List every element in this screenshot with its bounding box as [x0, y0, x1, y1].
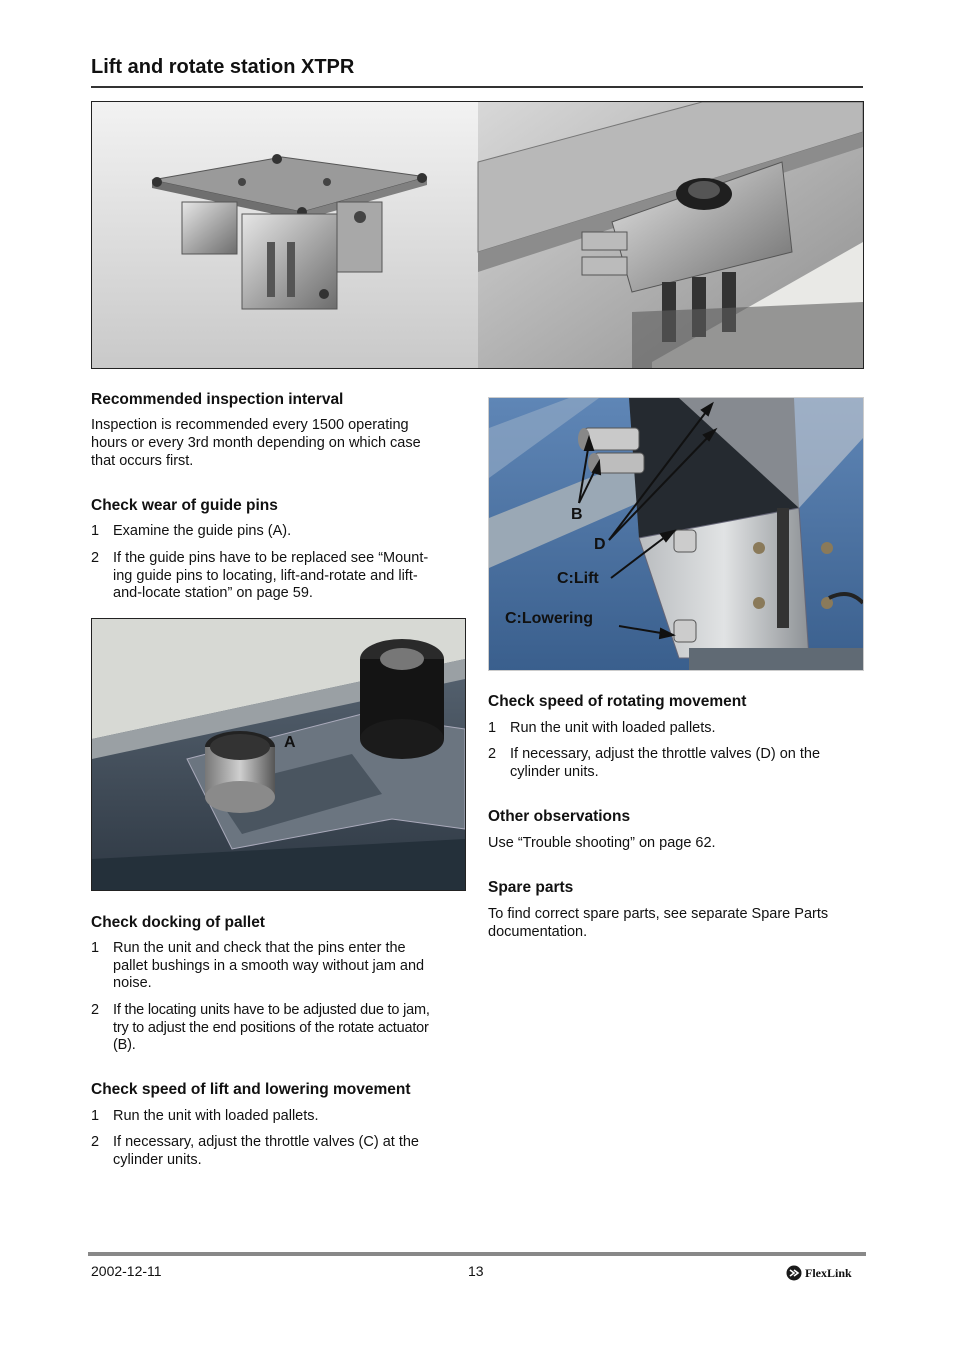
step-line: If necessary, adjust the throttle valves (C) at the — [113, 1134, 419, 1150]
throttle-valve-photo — [488, 397, 864, 671]
other-text — [488, 834, 863, 852]
step-text — [113, 1108, 319, 1126]
label-a: A — [284, 734, 296, 751]
step-line: pallet bushings in a smooth way without jam and — [113, 957, 425, 974]
label-b: B — [571, 506, 583, 523]
inspection-line: Inspection is recommended every 1500 operating — [91, 417, 409, 433]
step-line: Run the unit with loaded pallets. — [113, 1108, 319, 1124]
step-line: cylinder units. — [113, 1151, 202, 1168]
inspection-heading: Recommended inspection interval — [91, 391, 344, 408]
guide-pins-heading: Check wear of guide pins — [91, 497, 278, 514]
flexlink-logo — [786, 1265, 852, 1281]
step-line: If the locating units have to be adjusted due to jam, — [113, 1002, 430, 1018]
guide-pin-illustration — [92, 619, 465, 890]
step-line: Run the unit and check that the pins enter the — [113, 940, 406, 956]
step-line: Examine the guide pins (A). — [113, 523, 292, 539]
inspection-line: that occurs first. — [91, 453, 194, 469]
step-text — [113, 523, 291, 541]
guide-pin-photo — [91, 618, 466, 891]
page-title: Lift and rotate station XTPR — [91, 56, 355, 78]
spare-line: To find correct spare parts, see separate Spare Parts — [488, 906, 829, 922]
spare-line: documentation. — [488, 924, 588, 940]
lift-speed-heading: Check speed of lift and lowering movement — [91, 1081, 411, 1098]
step-text — [113, 550, 428, 603]
station-illustration — [92, 102, 863, 368]
step-text — [113, 1002, 430, 1055]
inspection-text — [91, 416, 466, 470]
step-text — [510, 746, 820, 781]
step-number: 1 — [488, 720, 497, 736]
step-line: ing guide pins to locating, lift-and-rotate and lift- — [113, 567, 418, 584]
footer-date: 2002-12-11 — [91, 1263, 162, 1279]
top-photo — [91, 101, 864, 369]
step-line: If the guide pins have to be replaced see “Mount- — [113, 550, 429, 566]
label-c-lift: C:Lift — [557, 570, 599, 587]
label-c-lowering: C:Lowering — [505, 610, 593, 627]
flexlink-logo-icon — [786, 1265, 802, 1281]
page-number: 13 — [468, 1263, 484, 1279]
flexlink-logo-text: FlexLink — [805, 1265, 852, 1280]
footer-rule — [88, 1252, 866, 1256]
step-line: and-locate station” on page 59. — [113, 585, 313, 601]
other-line: Use “Trouble shooting” on page 62. — [488, 835, 716, 851]
step-number: 1 — [91, 1108, 100, 1124]
inspection-line: hours or every 3rd month depending on which case — [91, 435, 421, 451]
rotate-speed-heading: Check speed of rotating movement — [488, 693, 747, 710]
step-line: (B). — [113, 1037, 136, 1053]
step-number: 1 — [91, 940, 100, 956]
spare-text — [488, 905, 863, 941]
step-line: Run the unit with loaded pallets. — [510, 720, 716, 736]
step-line: cylinder units. — [510, 763, 599, 780]
step-text — [510, 720, 716, 738]
label-d: D — [594, 536, 606, 553]
step-number: 2 — [91, 550, 100, 566]
step-line: If necessary, adjust the throttle valves (D) on the — [510, 746, 821, 762]
other-heading: Other observations — [488, 808, 631, 825]
step-number: 2 — [488, 746, 497, 762]
step-line: noise. — [113, 975, 152, 991]
step-text — [113, 940, 424, 993]
step-number: 2 — [91, 1002, 99, 1018]
spare-heading: Spare parts — [488, 879, 574, 896]
docking-heading: Check docking of pallet — [91, 914, 265, 931]
title-rule — [91, 86, 863, 88]
throttle-valve-illustration — [489, 398, 863, 670]
step-text — [113, 1134, 419, 1169]
step-number: 2 — [91, 1134, 100, 1150]
step-line: try to adjust the end positions of the rotate actuator — [113, 1019, 429, 1036]
step-number: 1 — [91, 523, 100, 539]
